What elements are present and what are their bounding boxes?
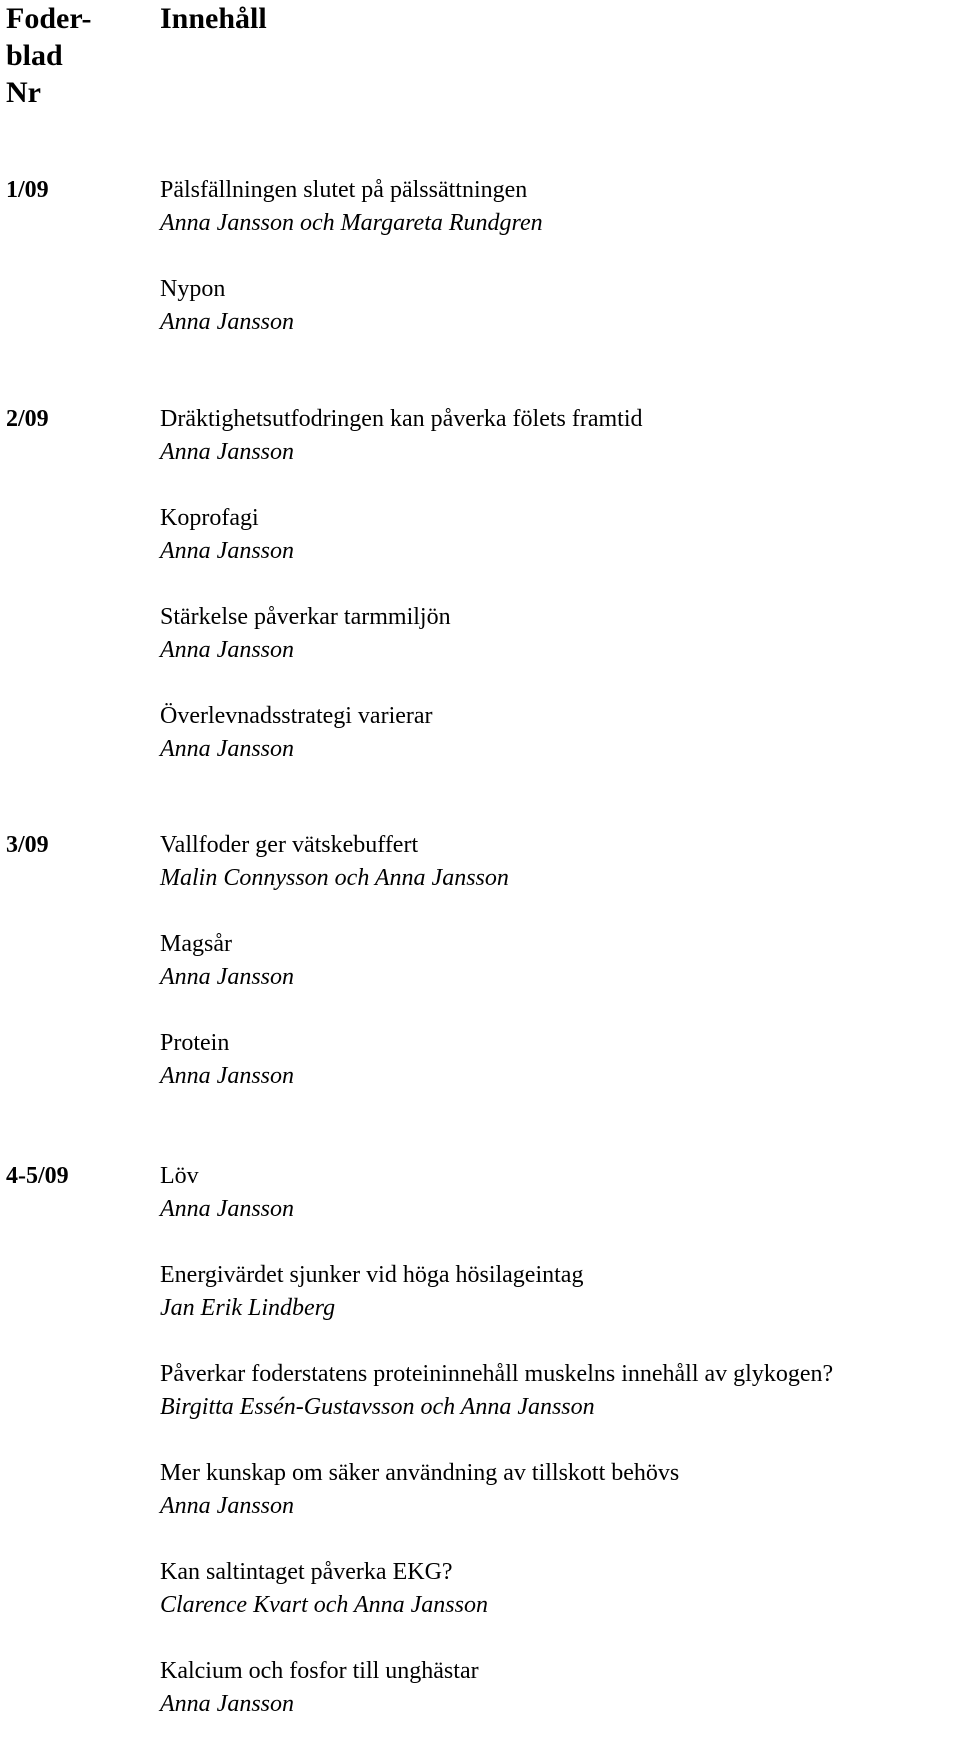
article-author: Jan Erik Lindberg (160, 1295, 336, 1321)
article-author: Clarence Kvart och Anna Jansson (160, 1592, 488, 1618)
article-entry (160, 174, 950, 240)
article-entry (160, 700, 950, 766)
article-title: Magsår (160, 931, 232, 957)
article-list (160, 1160, 950, 1754)
article-author: Anna Jansson (160, 964, 294, 990)
article-author: Anna Jansson (160, 1493, 294, 1519)
article-list (160, 829, 950, 1126)
article-title: Vallfoder ger vätskebuffert (160, 832, 419, 858)
article-title: Protein (160, 1030, 230, 1056)
article-author: Anna Jansson (160, 1196, 294, 1222)
article-title: Koprofagi (160, 505, 259, 531)
article-entry (160, 1556, 950, 1622)
article-author: Anna Jansson (160, 538, 294, 564)
article-title: Kalcium och fosfor till unghästar (160, 1658, 479, 1684)
issue-number: 3/09 (6, 832, 49, 858)
article-entry (160, 502, 950, 568)
article-entry (160, 1358, 950, 1424)
article-title: Energivärdet sjunker vid höga hösilageintag (160, 1262, 584, 1288)
article-entry (160, 403, 950, 469)
article-list (160, 174, 950, 372)
article-title: Överlevnadsstrategi varierar (160, 703, 433, 729)
article-author: Anna Jansson (160, 1691, 294, 1717)
issue-number: 2/09 (6, 406, 49, 432)
article-list (160, 403, 950, 799)
article-entry (160, 1259, 950, 1325)
article-entry (160, 1027, 950, 1093)
article-author: Birgitta Essén-Gustavsson och Anna Jansson (160, 1394, 595, 1420)
article-title: Pälsfällningen slutet på pälssättningen (160, 177, 528, 203)
article-author: Anna Jansson (160, 736, 294, 762)
article-entry (160, 601, 950, 667)
article-title: Stärkelse påverkar tarmmiljön (160, 604, 451, 630)
issue-number: 4-5/09 (6, 1163, 69, 1189)
article-entry (160, 1457, 950, 1523)
column-header-nr: Foder- blad Nr (6, 2, 92, 109)
article-title: Dräktighetsutfodringen kan påverka fölets framtid (160, 406, 643, 432)
article-author: Anna Jansson (160, 309, 294, 335)
article-entry (160, 928, 950, 994)
article-author: Anna Jansson och Margareta Rundgren (160, 210, 543, 236)
article-title: Nypon (160, 276, 226, 302)
column-header-contents: Innehåll (160, 2, 267, 35)
article-author: Anna Jansson (160, 637, 294, 663)
article-entry (160, 829, 950, 895)
article-title: Påverkar foderstatens proteininnehåll muskelns innehåll av glykogen? (160, 1361, 834, 1387)
article-author: Malin Connysson och Anna Jansson (160, 865, 509, 891)
issue-number: 1/09 (6, 177, 49, 203)
article-title: Mer kunskap om säker användning av tillskott behövs (160, 1460, 680, 1486)
article-entry (160, 1655, 950, 1721)
article-entry (160, 1160, 950, 1226)
article-author: Anna Jansson (160, 1063, 294, 1089)
article-title: Kan saltintaget påverka EKG? (160, 1559, 453, 1585)
article-entry (160, 273, 950, 339)
article-author: Anna Jansson (160, 439, 294, 465)
article-title: Löv (160, 1163, 199, 1189)
